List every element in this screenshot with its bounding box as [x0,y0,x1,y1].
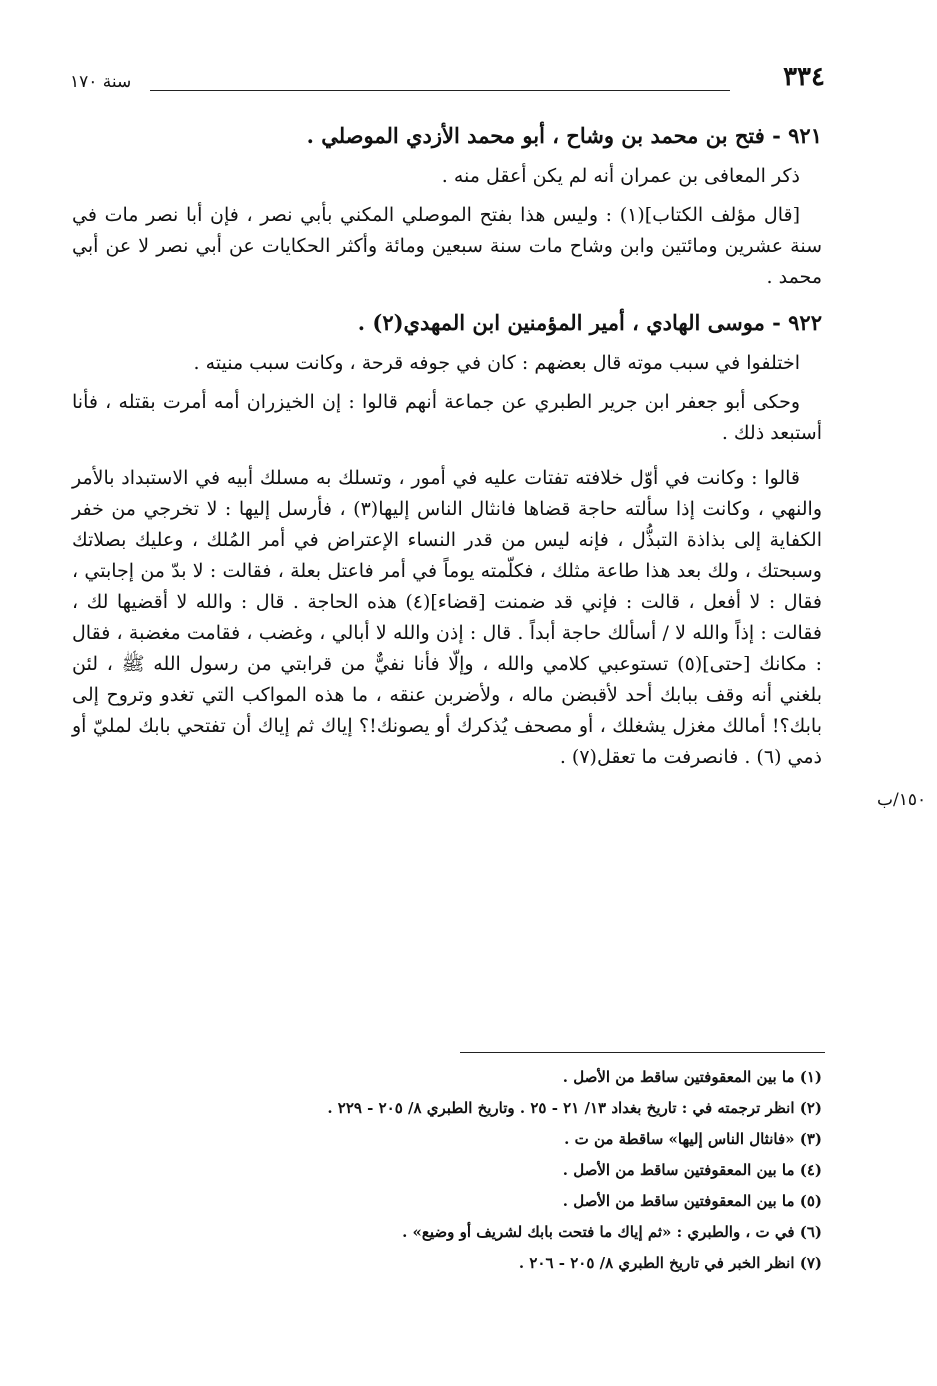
main-text [72,120,822,781]
footnote-rule [460,1052,825,1053]
entry-922 [72,307,822,773]
footnote: (٤) ما بين المعقوفتين ساقط من الأصل . [562,1161,822,1179]
paragraph: [قال مؤلف الكتاب](١) : وليس هذا بفتح الموصلي المكني بأبي نصر ، فإن أبا نصر مات في سنة عشرين ومائتين وابن وشاح مات سنة سبعين ومائة وأكثر الحكايات عن أبي نصر لا عن أبي محمد . [72,204,822,288]
footnote: (١) ما بين المعقوفتين ساقط من الأصل . [562,1068,822,1086]
footnote: (٢) انظر ترجمته في : تاريخ بغداد ١٣/ ٢١ - ٢٥ . وتاريخ الطبري ٨/ ٢٠٥ - ٢٢٩ . [327,1099,822,1117]
page-number: ٣٣٤ [783,62,825,92]
paragraph: قالوا : وكانت في أوّل خلافته تفتات عليه في أمور ، وتسلك به مسلك أبيه في الاستبداد بالأمر والنهي ، وكانت إذا سألته حاجة قضاها فانثال الناس إليها(٣) ، فأرسل إليها : لا تخرجي من خفر الكفاية إلى بذاذة التبذُّل ، فإنه ليس من قدر النساء الإعتراض في أمر المُلك ، وعليك بصلاتك وسبحتك ، ولك بعد هذا طاعة مثلك ، فكلّمته يوماً في أمر فاعتل بعلة ، فقالت : لا بدّ من إجابتي ، فقال : لا أفعل ، قالت : فإني قد ضمنت [قضاء](٤) هذه الحاجة . قال : والله لا أقضيها لك ، فقالت : إذاً والله لا / أسألك حاجة أبداً . قال : إذن والله لا أبالي ، وغضب ، فقامت مغضبة ، فقال : مكانك [حتى](٥) تستوعبي كلامي والله ، وإلّا فأنا نفيٌّ من قرابتي من رسول الله ﷺ ، لئن بلغني أنه وقف ببابك أحد لأقبضن ماله ، ولأضربن عنقه ، ما هذه المواكب التي تغدو وتروح إلى بابك؟! أمالك مغزل يشغلك ، أو مصحف يُذكرك أو يصونك!؟ إياك ثم إياك أن تفتحي بابك لمليّ أو ذمي (٦) . فانصرفت ما تعقل(٧) . [72,467,822,768]
footnote: (٥) ما بين المعقوفتين ساقط من الأصل . [562,1192,822,1210]
paragraph: ذكر المعافى بن عمران أنه لم يكن أعقل منه . [441,165,800,187]
footnote: (٧) انظر الخبر في تاريخ الطبري ٨/ ٢٠٥ - ٢٠٦ . [518,1254,822,1272]
header-rule [150,90,730,91]
entry-921 [72,120,822,293]
manuscript-folio-note: ١٥٠/ب [877,790,927,810]
footnote: (٦) في ت ، والطبري : «ثم إياك ما فتحت بابك لشريف أو وضيع» . [402,1223,822,1241]
year-label: سنة ١٧٠ [70,72,132,92]
entry-heading: ٩٢١ - فتح بن محمد بن وشاح ، أبو محمد الأزدي الموصلي . [306,123,822,148]
running-header [70,62,825,102]
paragraph: وحكى أبو جعفر ابن جرير الطبري عن جماعة أنهم قالوا : إن الخيزران أمه أمرت بقتله ، فأنا أستبعد ذلك . [72,391,822,444]
entry-heading: ٩٢٢ - موسى الهادي ، أمير المؤمنين ابن المهدي(٢) . [357,310,822,335]
paragraph: اختلفوا في سبب موته قال بعضهم : كان في جوفه قرحة ، وكانت سبب منيته . [193,352,800,374]
footnotes [72,1062,822,1279]
footnote: (٣) «فانثال الناس إليها» ساقطة من ت . [564,1130,822,1148]
